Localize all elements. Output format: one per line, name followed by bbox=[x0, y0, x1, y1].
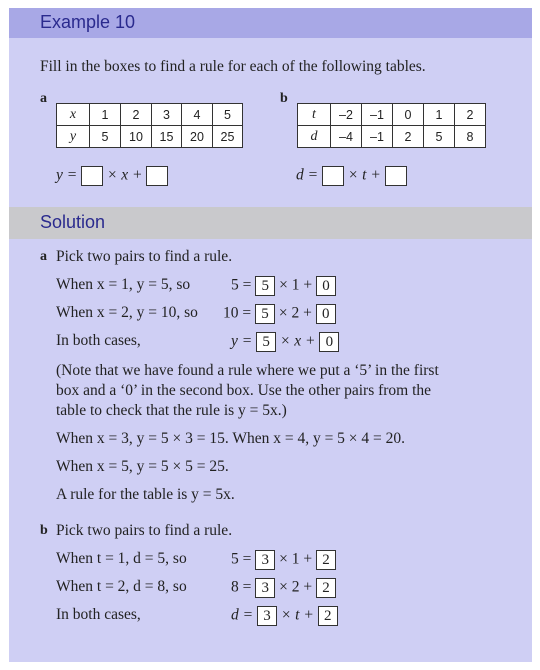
answer-box[interactable] bbox=[385, 166, 407, 186]
eq-mid: × x + bbox=[279, 332, 316, 350]
table-cell: y bbox=[57, 126, 90, 148]
rule-b bbox=[296, 166, 407, 186]
table-cell: 2 bbox=[121, 104, 152, 126]
example-header bbox=[9, 8, 532, 38]
eq-lhs: 10 = bbox=[223, 304, 252, 322]
table-row bbox=[57, 126, 243, 148]
solution-a-line3-cond: In both cases, bbox=[56, 332, 141, 349]
table-cell: 2 bbox=[455, 104, 486, 126]
rule-a bbox=[56, 166, 168, 186]
filled-box: 2 bbox=[316, 578, 336, 598]
solution-b-line2-eq bbox=[231, 578, 336, 598]
eq-mid: × 1 + bbox=[279, 276, 313, 294]
table-cell: 5 bbox=[424, 126, 455, 148]
solution-a-note-line2: box and a ‘0’ in the second box. Use the other pairs from the bbox=[56, 382, 432, 399]
solution-b-line1-eq bbox=[231, 550, 336, 570]
eq-mid: × 2 + bbox=[278, 304, 312, 322]
solution-a-conclusion: A rule for the table is y = 5x. bbox=[56, 486, 235, 503]
solution-a-line3-eq bbox=[231, 332, 339, 352]
part-b-label: b bbox=[280, 91, 288, 106]
table-cell: 0 bbox=[393, 104, 424, 126]
answer-box[interactable] bbox=[322, 166, 344, 186]
filled-box: 5 bbox=[255, 276, 275, 296]
answer-box[interactable] bbox=[146, 166, 168, 186]
eq-lhs: 8 = bbox=[231, 578, 252, 596]
solution-b-line3-eq bbox=[231, 606, 338, 626]
rule-a-lhs: y = bbox=[56, 166, 78, 184]
filled-box: 3 bbox=[257, 606, 277, 626]
solution-a-line1-cond: When x = 1, y = 5, so bbox=[56, 276, 191, 293]
solution-a-check2: When x = 5, y = 5 × 5 = 25. bbox=[56, 458, 229, 475]
solution-b-label: b bbox=[40, 523, 48, 538]
table-cell: 25 bbox=[213, 126, 243, 148]
solution-a-intro: Pick two pairs to find a rule. bbox=[56, 248, 233, 265]
example-panel bbox=[9, 8, 532, 662]
table-cell: 2 bbox=[393, 126, 424, 148]
table-cell: t bbox=[298, 104, 331, 126]
table-cell: 3 bbox=[152, 104, 182, 126]
solution-b-line2-cond: When t = 2, d = 8, so bbox=[56, 578, 187, 595]
solution-a-note-line1: (Note that we have found a rule where we put a ‘5’ in the first bbox=[56, 362, 439, 379]
solution-a-line1-eq bbox=[231, 276, 336, 296]
table-a bbox=[56, 103, 243, 148]
table-cell: –1 bbox=[362, 126, 393, 148]
table-cell: –2 bbox=[331, 104, 362, 126]
filled-box: 3 bbox=[255, 578, 275, 598]
eq-mid: × t + bbox=[280, 606, 314, 624]
table-row bbox=[57, 104, 243, 126]
rule-b-lhs: d = bbox=[296, 166, 319, 184]
table-row bbox=[298, 126, 486, 148]
table-cell: 1 bbox=[90, 104, 121, 126]
filled-box: 5 bbox=[256, 332, 276, 352]
part-a-label: a bbox=[40, 91, 47, 106]
solution-title: Solution bbox=[40, 212, 106, 232]
rule-b-mid: × t + bbox=[347, 166, 381, 184]
table-cell: 5 bbox=[90, 126, 121, 148]
table-cell: 1 bbox=[424, 104, 455, 126]
solution-header bbox=[9, 207, 532, 239]
solution-b-line3-cond: In both cases, bbox=[56, 606, 141, 623]
example-intro: Fill in the boxes to find a rule for each of the following tables. bbox=[40, 58, 426, 75]
solution-a-check1: When x = 3, y = 5 × 3 = 15. When x = 4, y = 5 × 4 = 20. bbox=[56, 430, 406, 447]
answer-box[interactable] bbox=[81, 166, 103, 186]
filled-box: 2 bbox=[318, 606, 338, 626]
table-cell: 10 bbox=[121, 126, 152, 148]
table-cell: 20 bbox=[182, 126, 213, 148]
table-row bbox=[298, 104, 486, 126]
table-cell: 4 bbox=[182, 104, 213, 126]
filled-box: 5 bbox=[255, 304, 275, 324]
eq-lhs: y = bbox=[231, 332, 253, 350]
filled-box: 3 bbox=[255, 550, 275, 570]
eq-lhs: d = bbox=[231, 606, 254, 624]
solution-a-line2-eq bbox=[223, 304, 336, 324]
table-cell: 5 bbox=[213, 104, 243, 126]
table-cell: d bbox=[298, 126, 331, 148]
table-cell: 15 bbox=[152, 126, 182, 148]
table-cell: –4 bbox=[331, 126, 362, 148]
filled-box: 0 bbox=[316, 304, 336, 324]
table-cell: 8 bbox=[455, 126, 486, 148]
example-title: Example 10 bbox=[40, 12, 136, 32]
table-b bbox=[297, 103, 486, 148]
table-cell: x bbox=[57, 104, 90, 126]
solution-a-label: a bbox=[40, 249, 47, 264]
solution-a-note-line3: table to check that the rule is y = 5x.) bbox=[56, 402, 287, 419]
eq-lhs: 5 = bbox=[231, 550, 252, 568]
eq-mid: × 1 + bbox=[279, 550, 313, 568]
solution-a-line2-cond: When x = 2, y = 10, so bbox=[56, 304, 198, 321]
filled-box: 0 bbox=[316, 276, 336, 296]
eq-lhs: 5 = bbox=[231, 276, 252, 294]
rule-a-mid: × x + bbox=[106, 166, 143, 184]
solution-b-line1-cond: When t = 1, d = 5, so bbox=[56, 550, 187, 567]
eq-mid: × 2 + bbox=[279, 578, 313, 596]
filled-box: 0 bbox=[319, 332, 339, 352]
solution-b-intro: Pick two pairs to find a rule. bbox=[56, 522, 233, 539]
filled-box: 2 bbox=[316, 550, 336, 570]
table-cell: –1 bbox=[362, 104, 393, 126]
